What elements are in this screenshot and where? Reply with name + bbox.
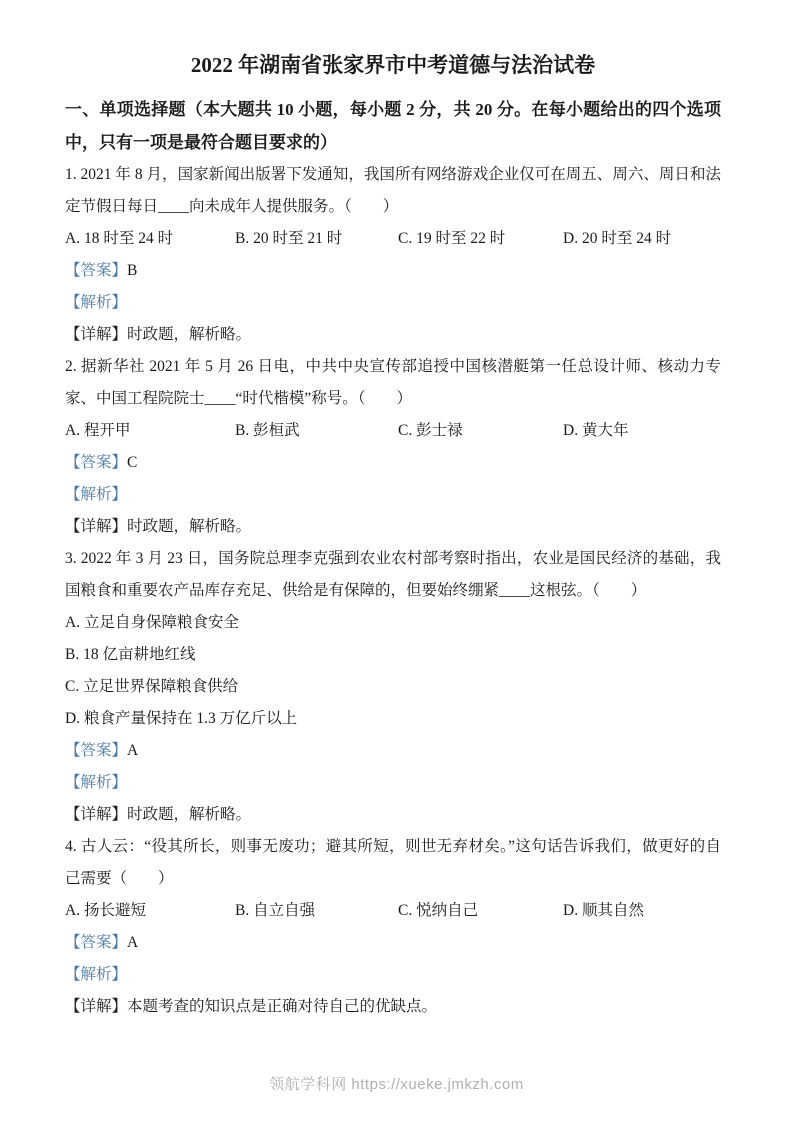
question-options — [65, 415, 721, 447]
answer-line — [65, 255, 721, 287]
detail-label: 【详解】 — [65, 326, 128, 343]
answer-label: 【答案】 — [65, 454, 128, 471]
analysis-label: 【解析】 — [65, 966, 128, 983]
detail-line — [65, 319, 721, 351]
analysis-line — [65, 767, 721, 799]
question-stem: 1. 2021 年 8 月，国家新闻出版署下发通知，我国所有网络游戏企业仅可在周五、周六、周日和法定节假日每日____向未成年人提供服务。（ ） — [65, 166, 721, 215]
option: D. 黄大年 — [563, 422, 629, 439]
option: B. 20 时至 21 时 — [235, 230, 343, 247]
analysis-label: 【解析】 — [65, 774, 128, 791]
answer-label: 【答案】 — [65, 262, 128, 279]
watermark-footer — [0, 1073, 793, 1094]
answer-value: A — [127, 742, 139, 759]
option: D. 20 时至 24 时 — [563, 230, 672, 247]
page-title: 2022 年湖南省张家界市中考道德与法治试卷 — [190, 53, 596, 77]
footer-text: 领航学科网 https://xueke.jmkzh.com — [269, 1076, 524, 1093]
answer-value: A — [127, 934, 139, 951]
answer-label: 【答案】 — [65, 934, 128, 951]
analysis-label: 【解析】 — [65, 486, 128, 503]
option: A. 18 时至 24 时 — [65, 230, 174, 247]
answer-value: C — [127, 454, 138, 471]
option: B. 18 亿亩耕地红线 — [65, 646, 196, 663]
analysis-label: 【解析】 — [65, 294, 128, 311]
answer-line — [65, 447, 721, 479]
question-block — [65, 159, 721, 351]
answer-line — [65, 927, 721, 959]
analysis-line — [65, 959, 721, 991]
option: D. 粮食产量保持在 1.3 万亿斤以上 — [65, 710, 298, 727]
detail-label: 【详解】 — [65, 518, 128, 535]
detail-text: 时政题，解析略。 — [127, 806, 252, 823]
answer-line — [65, 735, 721, 767]
questions — [65, 159, 721, 1023]
question-stem: 4. 古人云：“役其所长，则事无废功；避其所短，则世无弃材矣。”这句话告诉我们，做更好的自己需要（ ） — [65, 838, 721, 887]
option: C. 19 时至 22 时 — [398, 230, 506, 247]
option: A. 立足自身保障粮食安全 — [65, 614, 239, 631]
analysis-line — [65, 479, 721, 511]
question-options — [65, 607, 721, 735]
question-stem: 3. 2022 年 3 月 23 日，国务院总理李克强到农业农村部考察时指出，农业是国民经济的基础，我国粮食和重要农产品库存充足、供给是有保障的，但要始终绷紧____这根弦。（ ） — [65, 550, 721, 599]
question-stem: 2. 据新华社 2021 年 5 月 26 日电，中共中央宣传部追授中国核潜艇第一任总设计师、核动力专家、中国工程院院士____“时代楷模”称号。（ ） — [65, 358, 721, 407]
section-heading: 一、单项选择题（本大题共 10 小题，每小题 2 分，共 20 分。在每小题给出的四个选项中，只有一项是最符合题目要求的） — [65, 100, 721, 152]
detail-text: 时政题，解析略。 — [127, 326, 252, 343]
detail-line — [65, 991, 721, 1023]
option: A. 程开甲 — [65, 422, 131, 439]
option: B. 彭桓武 — [235, 422, 300, 439]
detail-text: 本题考查的知识点是正确对待自己的优缺点。 — [127, 998, 438, 1015]
option: C. 彭士禄 — [398, 422, 463, 439]
question-block — [65, 543, 721, 831]
detail-text: 时政题，解析略。 — [127, 518, 252, 535]
answer-value: B — [127, 262, 138, 279]
question-options — [65, 895, 721, 927]
detail-line — [65, 799, 721, 831]
analysis-line — [65, 287, 721, 319]
question-options — [65, 223, 721, 255]
option: C. 悦纳自己 — [398, 902, 479, 919]
question-block — [65, 351, 721, 543]
detail-label: 【详解】 — [65, 998, 128, 1015]
detail-line — [65, 511, 721, 543]
question-block — [65, 831, 721, 1023]
option: C. 立足世界保障粮食供给 — [65, 678, 239, 695]
answer-label: 【答案】 — [65, 742, 128, 759]
option: D. 顺其自然 — [563, 902, 644, 919]
option: A. 扬长避短 — [65, 902, 146, 919]
detail-label: 【详解】 — [65, 806, 128, 823]
option: B. 自立自强 — [235, 902, 316, 919]
